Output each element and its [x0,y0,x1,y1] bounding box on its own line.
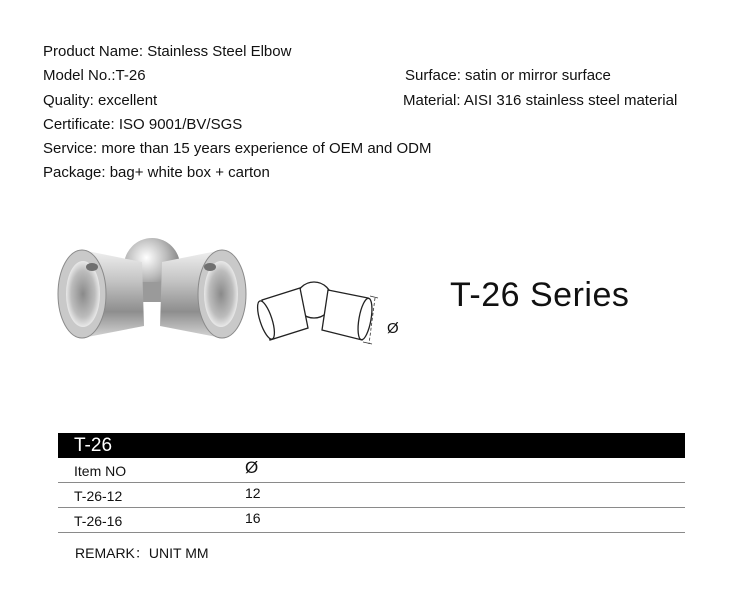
header-item-no: Item NO [74,463,127,479]
series-title: T-26 Series [450,276,630,314]
row-diameter: 16 [245,510,261,526]
spec-quality: Quality: excellent [43,92,158,109]
table-header-row [58,458,685,483]
table-row [58,508,685,533]
row-item-no: T-26-16 [74,513,123,529]
product-photo [52,230,252,350]
header-diameter: Ø [245,458,259,477]
table-title-bar [58,433,685,458]
spec-service: Service: more than 15 years experience of OEM and ODM [43,140,432,157]
table-title: T-26 [74,435,113,456]
spec-certificate: Certificate: ISO 9001/BV/SGS [43,116,243,133]
spec-model-no: Model No.:T-26 [43,67,146,84]
row-item-no: T-26-12 [74,488,123,504]
table-row [58,483,685,508]
spec-surface: Surface: satin or mirror surface [405,67,611,84]
remark: REMARK：UNIT MM [75,545,209,561]
spec-product-name: Product Name: Stainless Steel Elbow [43,43,292,60]
drawing-diameter-label: Ø [387,320,399,337]
row-diameter: 12 [245,485,261,501]
spec-material: Material: AISI 316 stainless steel material [403,92,678,109]
spec-package: Package: bag+ white box + carton [43,164,270,181]
technical-drawing [252,270,412,360]
